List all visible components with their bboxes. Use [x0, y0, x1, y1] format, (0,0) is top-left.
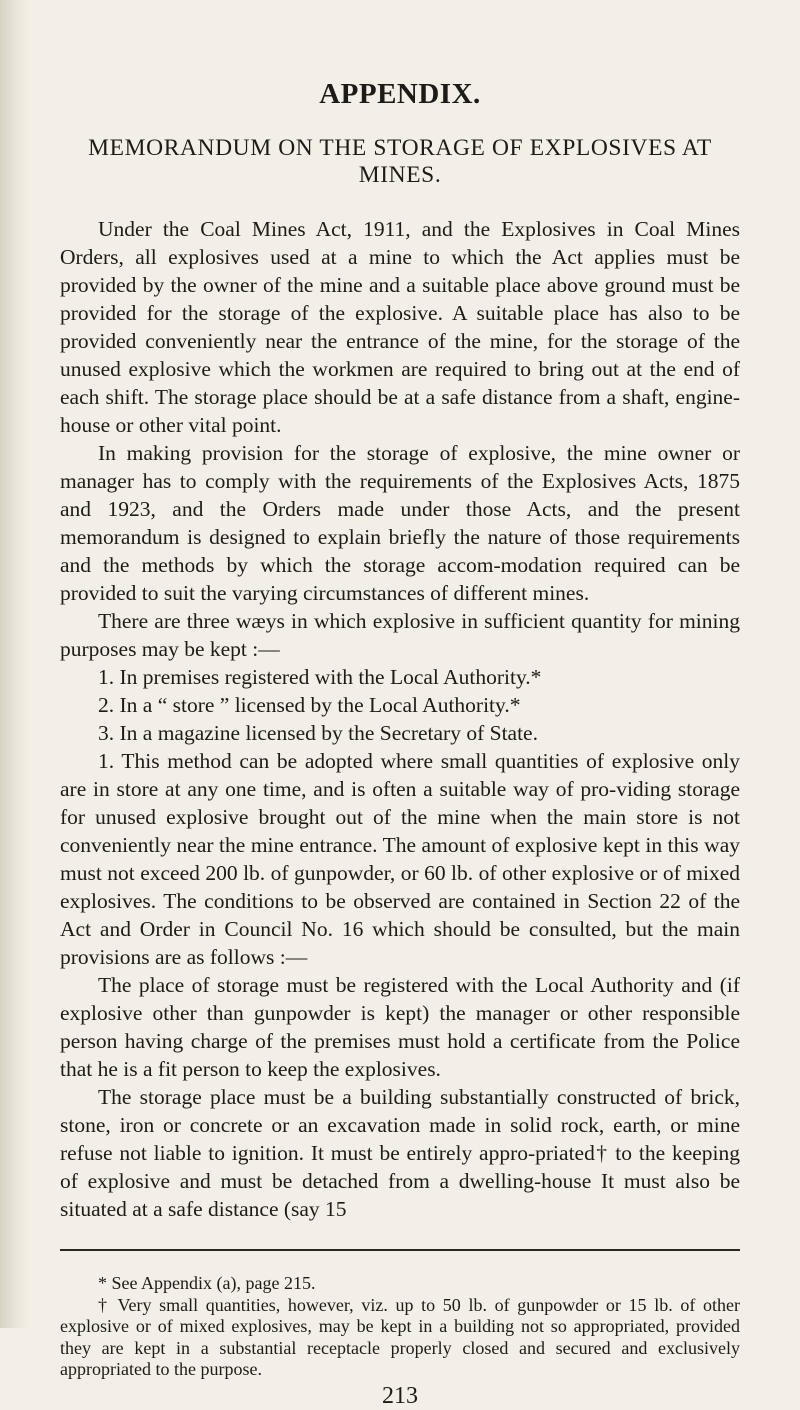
paragraph-provision: In making provision for the storage of explosive, the mine owner or manager has to comply with the requirements of the Explosives Acts, 1875 and 1923, and the Orders made under those Acts, and the present memorandum is designed to explain briefly the nature of those requirements and the methods by which the storage accom-modation required can be provided to suit the varying circumstances of different mines. — [60, 441, 740, 605]
paragraph-method-one: 1. This method can be adopted where small quantities of explosive only are in store at any one time, and is often a suitable way of pro-viding storage for unused explosive brought out of the mine when the main store is not conveniently near the mine entrance. The amount of explosive kept in this way must not exceed 200 lb. of gunpowder, or 60 lb. of other explosive or of mixed explosives. The conditions to be observed are contained in Section 22 of the Act and Order in Council No. 16 which should be consulted, but the main provisions are as follows :— — [60, 749, 740, 969]
storage-method-item: 1. In premises registered with the Local Authority.* — [98, 665, 542, 689]
appendix-heading: APPENDIX. — [319, 78, 481, 110]
page-number: 213 — [382, 1382, 418, 1409]
memo-title: MEMORANDUM ON THE STORAGE OF EXPLOSIVES AT MINES. — [88, 135, 712, 188]
paragraph-storage-place: The storage place must be a building substantially constructed of brick, stone, iron or concrete or an excavation made in solid rock, earth, or mine refuse not liable to ignition. It must be entirely appro-priated† to the keeping of explosive and must be detached from a dwelling-house It must also be situated at a safe distance (say 15 — [60, 1085, 740, 1221]
paragraph-intro: Under the Coal Mines Act, 1911, and the Explosives in Coal Mines Orders, all explosives used at a mine to which the Act applies must be provided by the owner of the mine and a suitable place above ground must be provided for the storage of the explosive. A suitable place has also to be provided conveniently near the entrance of the mine, for the storage of the unused explosive which the workmen are required to bring out at the end of each shift. The storage place should be at a safe distance from a shaft, engine-house or other vital point. — [60, 217, 740, 437]
page-edge-shadow — [0, 0, 30, 1328]
paragraph-registration: The place of storage must be registered with the Local Authority and (if explosive other than gunpowder is kept) the manager or other responsible person having charge of the premises must hold a certificate from the Police that he is a fit person to keep the explosives. — [60, 973, 740, 1081]
footnote-divider — [60, 1249, 740, 1251]
footnote-asterisk: * See Appendix (a), page 215. — [98, 1273, 316, 1293]
document-page — [60, 78, 740, 1410]
footnote-dagger: † Very small quantities, however, viz. up to 50 lb. of gunpowder or 15 lb. of other explosive or of mixed explosives, may be kept in a building not so appropriated, provided they are kept in a substantial receptacle properly closed and secured and exclusively appropriated to the purpose. — [60, 1294, 740, 1379]
paragraph-three-ways: There are three wæys in which explosive in sufficient quantity for mining purposes may be kept :— — [60, 609, 740, 661]
storage-method-item: 2. In a “ store ” licensed by the Local Authority.* — [98, 693, 521, 717]
storage-methods-list — [60, 663, 740, 747]
body-text — [60, 215, 740, 1223]
footnotes — [60, 1273, 740, 1381]
storage-method-item: 3. In a magazine licensed by the Secretary of State. — [98, 721, 538, 745]
